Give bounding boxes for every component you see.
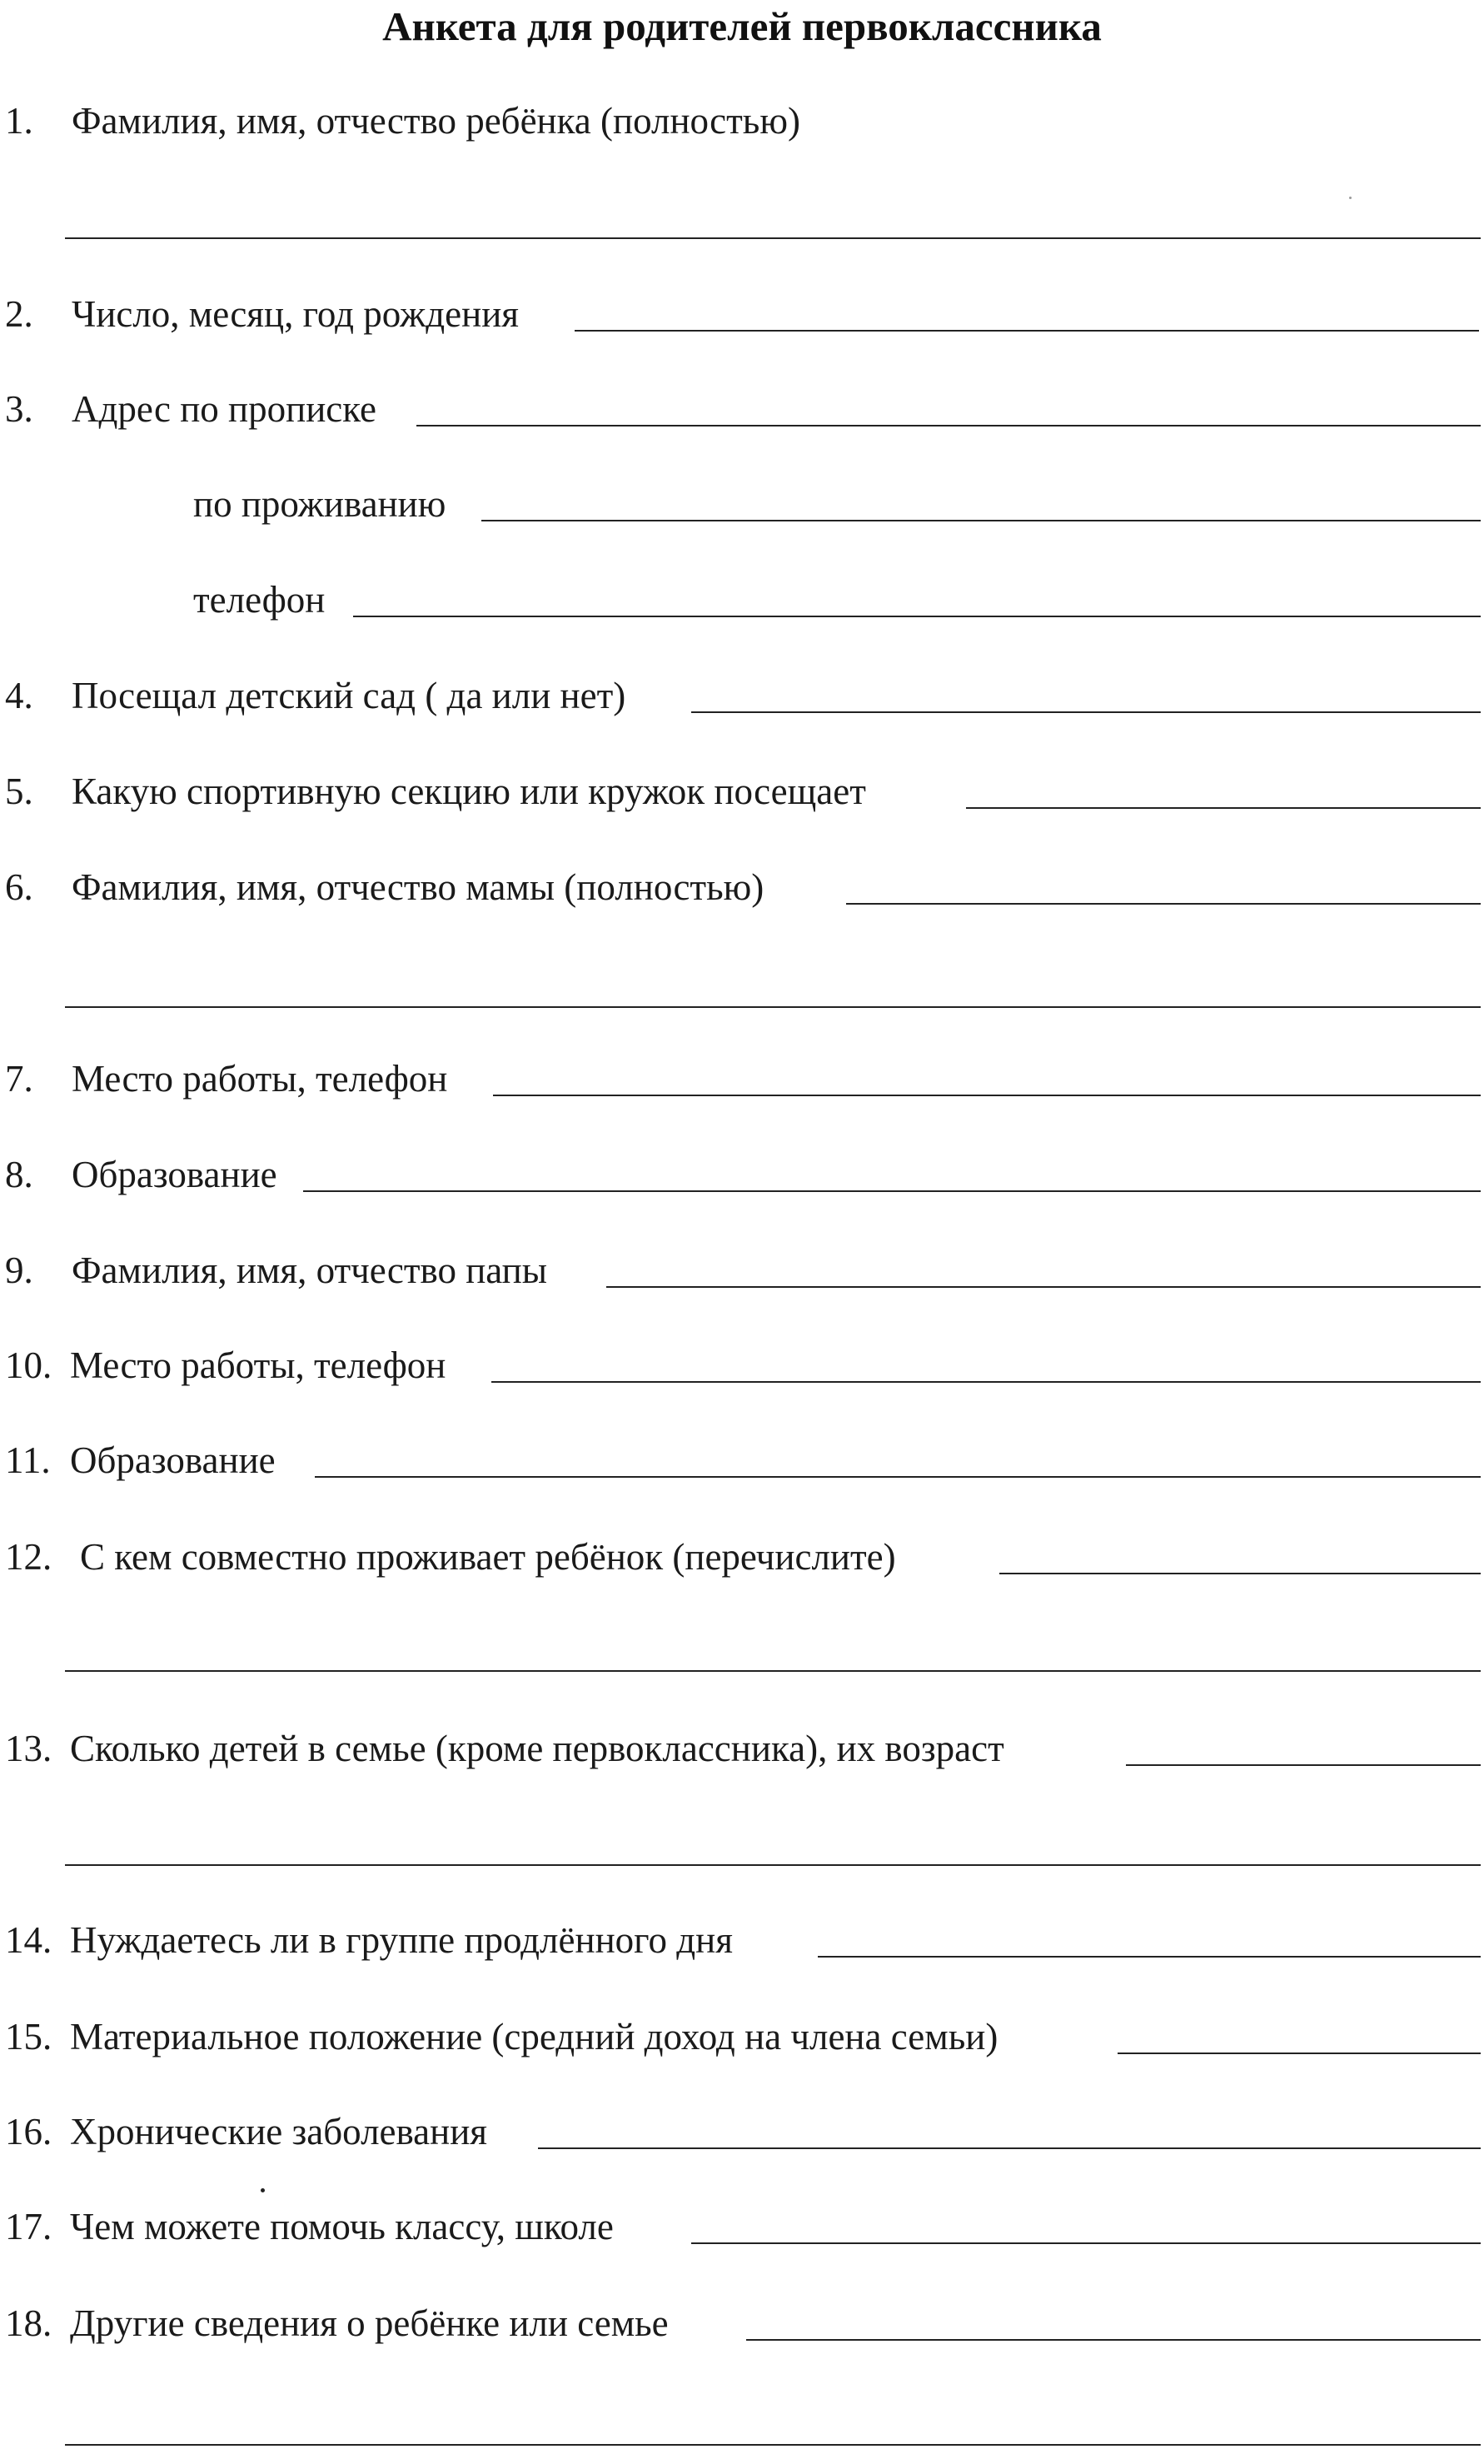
- question-number: 18.: [5, 2302, 52, 2344]
- question-number: 15.: [5, 2016, 52, 2057]
- answer-line-18[interactable]: [746, 2339, 1481, 2341]
- question-number: 3.: [5, 388, 33, 430]
- question-3-phone: [0, 579, 1484, 626]
- question-number: 6.: [5, 866, 33, 908]
- question-7: [0, 1058, 1484, 1105]
- question-label: Материальное положение (средний доход на члена семьи): [70, 2016, 998, 2057]
- answer-line-15[interactable]: [1118, 2053, 1481, 2054]
- question-number: 14.: [5, 1919, 52, 1961]
- question-number: 7.: [5, 1058, 33, 1100]
- question-number: 2.: [5, 293, 33, 335]
- answer-line-12[interactable]: [999, 1573, 1481, 1574]
- question-number: 5.: [5, 771, 33, 812]
- question-label: Фамилия, имя, отчество папы: [72, 1249, 547, 1291]
- question-label: Место работы, телефон: [70, 1344, 446, 1386]
- question-14: [0, 1919, 1484, 1966]
- question-label: С кем совместно проживает ребёнок (перечислите): [80, 1536, 896, 1578]
- question-16: [0, 2111, 1484, 2157]
- scan-speck: [1349, 197, 1352, 199]
- question-3-residence: [0, 483, 1484, 530]
- question-17: [0, 2206, 1484, 2252]
- question-sublabel: телефон: [193, 579, 326, 621]
- question-10: [0, 1344, 1484, 1391]
- question-label: Адрес по прописке: [72, 388, 376, 430]
- question-4: [0, 675, 1484, 721]
- question-9: [0, 1249, 1484, 1296]
- question-18: [0, 2302, 1484, 2349]
- answer-line-18-extra[interactable]: [65, 2444, 1481, 2446]
- question-6: [0, 866, 1484, 913]
- question-number: 8.: [5, 1154, 33, 1195]
- answer-line-3-registration[interactable]: [416, 425, 1481, 426]
- question-label: Сколько детей в семье (кроме первоклассника), их возраст: [70, 1728, 1004, 1769]
- answer-line-3-residence[interactable]: [481, 520, 1481, 521]
- question-number: 4.: [5, 675, 33, 716]
- question-number: 1.: [5, 100, 33, 142]
- question-2: [0, 293, 1484, 340]
- answer-line-9[interactable]: [606, 1286, 1481, 1288]
- answer-line-17[interactable]: [691, 2242, 1481, 2244]
- answer-line-1[interactable]: [65, 237, 1481, 239]
- question-15: [0, 2016, 1484, 2062]
- question-label: Фамилия, имя, отчество ребёнка (полностью): [72, 100, 800, 142]
- answer-line-2[interactable]: [575, 330, 1479, 332]
- answer-line-16[interactable]: [538, 2147, 1481, 2149]
- question-label: Хронические заболевания: [70, 2111, 487, 2152]
- question-label: Образование: [72, 1154, 277, 1195]
- question-label: Другие сведения о ребёнке или семье: [70, 2302, 669, 2344]
- answer-line-3-phone[interactable]: [353, 616, 1481, 617]
- question-number: 13.: [5, 1728, 52, 1769]
- answer-line-7[interactable]: [493, 1095, 1481, 1096]
- answer-line-8[interactable]: [303, 1190, 1481, 1192]
- answer-line-13[interactable]: [1126, 1764, 1481, 1766]
- question-sublabel: по проживанию: [193, 483, 446, 525]
- question-label: Чем можете помочь классу, школе: [70, 2206, 614, 2247]
- question-number: 10.: [5, 1344, 52, 1386]
- answer-line-14[interactable]: [818, 1956, 1481, 1958]
- question-11: [0, 1439, 1484, 1486]
- question-5: [0, 771, 1484, 817]
- answer-line-10[interactable]: [491, 1381, 1481, 1383]
- question-number: 9.: [5, 1249, 33, 1291]
- question-label: Какую спортивную секцию или кружок посещает: [72, 771, 866, 812]
- question-label: Посещал детский сад ( да или нет): [72, 675, 626, 716]
- question-label: Образование: [70, 1439, 276, 1481]
- question-8: [0, 1154, 1484, 1200]
- question-13: [0, 1728, 1484, 1774]
- question-label: Нуждаетесь ли в группе продлённого дня: [70, 1919, 733, 1961]
- answer-line-4[interactable]: [691, 711, 1481, 713]
- question-number: 17.: [5, 2206, 52, 2247]
- question-label: Место работы, телефон: [72, 1058, 448, 1100]
- answer-line-6-extra[interactable]: [65, 1006, 1481, 1008]
- question-label: Число, месяц, год рождения: [72, 293, 519, 335]
- answer-line-5[interactable]: [966, 807, 1481, 809]
- question-3: [0, 388, 1484, 435]
- answer-line-11[interactable]: [315, 1476, 1481, 1478]
- answer-line-13-extra[interactable]: [65, 1864, 1481, 1866]
- answer-line-12-extra[interactable]: [65, 1670, 1481, 1672]
- question-number: 11.: [5, 1439, 51, 1481]
- answer-line-6[interactable]: [846, 903, 1481, 905]
- scan-speck: [261, 2188, 265, 2192]
- question-number: 16.: [5, 2111, 52, 2152]
- question-number: 12.: [5, 1536, 52, 1578]
- page-title: Анкета для родителей первоклассника: [382, 3, 1102, 49]
- question-1: [0, 100, 1484, 147]
- question-label: Фамилия, имя, отчество мамы (полностью): [72, 866, 764, 908]
- question-12: [0, 1536, 1484, 1583]
